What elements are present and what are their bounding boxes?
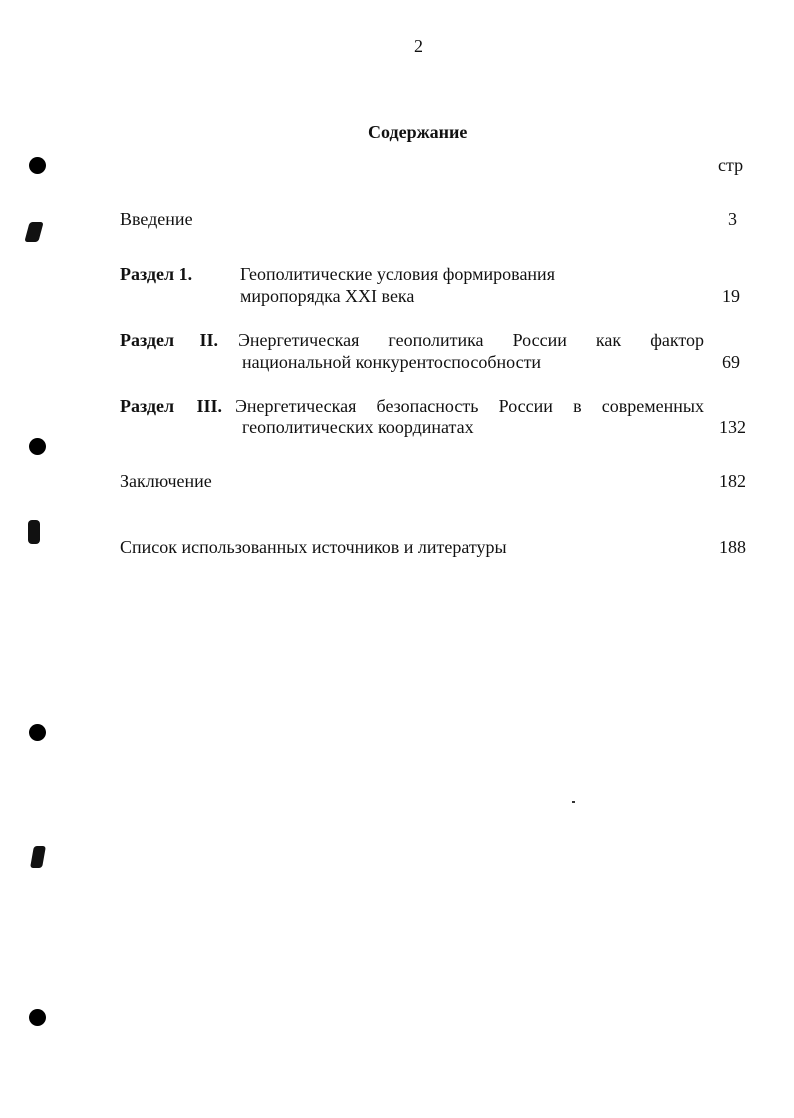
page-number: 2 bbox=[414, 36, 423, 56]
toc-title: Содержание bbox=[368, 122, 468, 142]
scan-blot bbox=[30, 846, 46, 868]
binder-hole bbox=[29, 724, 46, 741]
binder-hole bbox=[29, 1009, 46, 1026]
scan-speck bbox=[572, 801, 575, 803]
toc-entry-section-1-label: Раздел 1. bbox=[120, 264, 193, 284]
binder-hole bbox=[29, 157, 46, 174]
toc-entry-section-2-label: Раздел II. bbox=[120, 330, 218, 350]
toc-entry-conclusion-label: Заключение bbox=[120, 471, 212, 491]
scan-blot bbox=[24, 222, 43, 242]
toc-entry-section-2-title-line1: Энергетическая геополитика России как фактор bbox=[238, 330, 704, 350]
toc-entry-introduction-page: 3 bbox=[728, 209, 737, 229]
toc-entry-section-1-title-line2: миропорядка XXI века bbox=[240, 286, 415, 306]
toc-entry-section-1-title-line1: Геополитические условия формирования bbox=[240, 264, 555, 284]
page-column-header: стр bbox=[718, 155, 744, 175]
toc-entry-section-1-page: 19 bbox=[722, 286, 740, 306]
toc-entry-conclusion-page: 182 bbox=[719, 471, 746, 491]
toc-entry-introduction-label: Введение bbox=[120, 209, 193, 229]
toc-entry-section-3-title-line1: Энергетическая безопасность России в современных bbox=[235, 396, 704, 416]
toc-entry-bibliography-label: Список использованных источников и литературы bbox=[120, 537, 507, 557]
toc-entry-section-3-page: 132 bbox=[719, 417, 746, 437]
toc-entry-section-2-page: 69 bbox=[722, 352, 740, 372]
toc-entry-section-3-label: Раздел III. bbox=[120, 396, 222, 416]
toc-entry-section-2-title-line2: национальной конкурентоспособности bbox=[242, 352, 542, 372]
toc-entry-bibliography-page: 188 bbox=[719, 537, 746, 557]
scan-blot bbox=[28, 520, 40, 544]
toc-entry-section-3-title-line2: геополитических координатах bbox=[242, 417, 474, 437]
binder-hole bbox=[29, 438, 46, 455]
